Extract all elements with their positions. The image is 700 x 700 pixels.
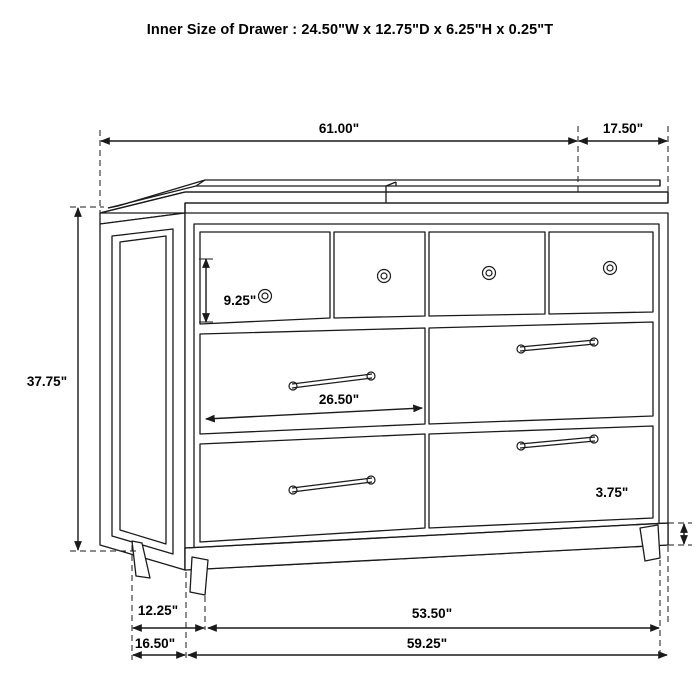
dim-drawer-width: 26.50" [318, 392, 360, 407]
dim-base-depth: 16.50" [134, 636, 176, 651]
dim-top-width: 61.00" [318, 121, 360, 136]
dim-base-width-inner: 53.50" [411, 606, 453, 621]
dim-top-depth: 17.50" [602, 121, 644, 136]
page-title: Inner Size of Drawer : 24.50"W x 12.75"D x 6.25"H x 0.25"T [146, 22, 554, 38]
dim-foot-offset: 12.25" [137, 603, 179, 618]
dim-top-drawer-height: 9.25" [223, 293, 257, 308]
dim-total-height: 37.75" [26, 374, 68, 389]
dresser-body [100, 180, 668, 595]
dim-base-width-outer: 59.25" [406, 636, 448, 651]
dim-leg-height: 3.75" [595, 485, 629, 500]
